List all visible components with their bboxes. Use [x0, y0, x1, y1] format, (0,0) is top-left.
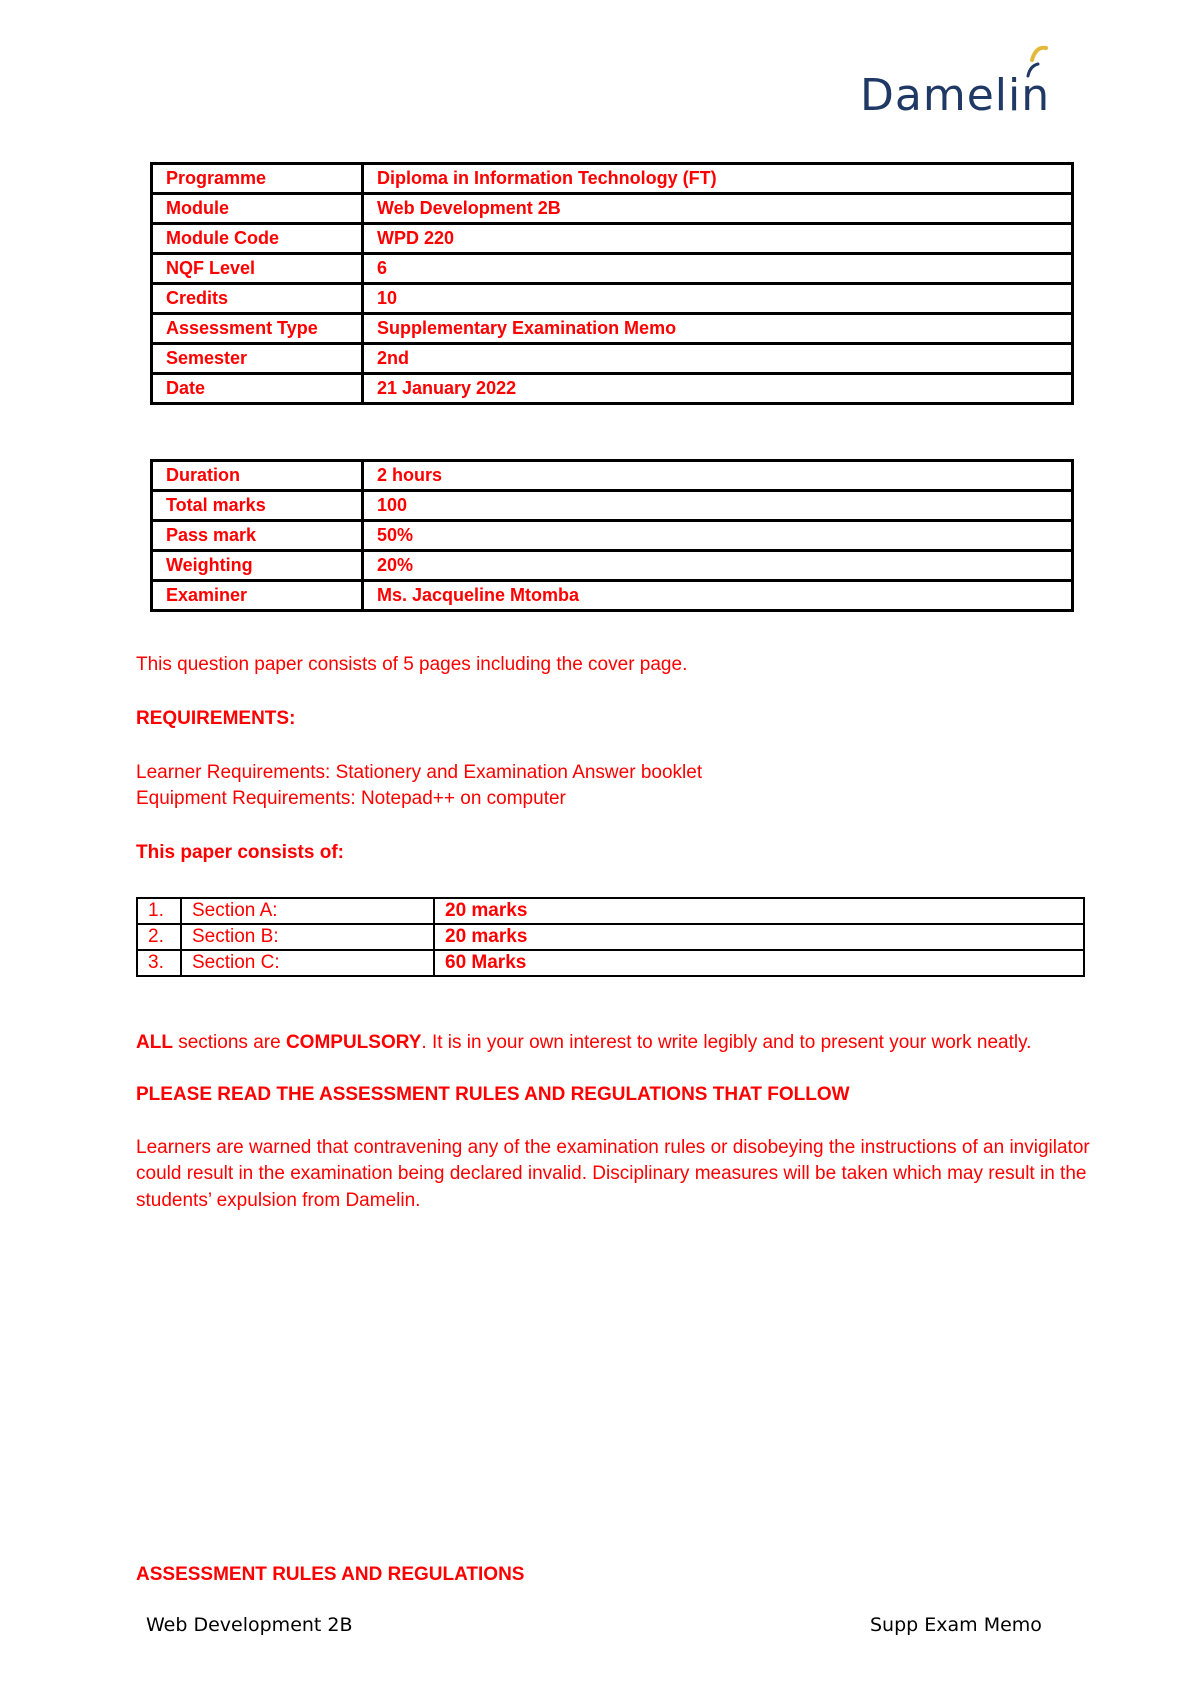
row-value: 21 January 2022 [363, 374, 1073, 404]
section-marks: 60 Marks [434, 950, 1084, 976]
table-row [152, 374, 1073, 404]
table-row [152, 581, 1073, 611]
section-name: Section A: [181, 898, 434, 924]
row-value: WPD 220 [363, 224, 1073, 254]
table-row [152, 284, 1073, 314]
rules-heading: ASSESSMENT RULES AND REGULATIONS [136, 1564, 525, 1585]
table-row [137, 950, 1084, 976]
row-value: Diploma in Information Technology (FT) [363, 164, 1073, 194]
pages-note: This question paper consists of 5 pages including the cover page. [136, 654, 688, 675]
row-label: Examiner [152, 581, 363, 611]
all-label: ALL [136, 1032, 173, 1053]
compulsory-note [136, 1032, 1031, 1054]
requirements-heading: REQUIREMENTS: [136, 708, 296, 729]
table-row [137, 898, 1084, 924]
compulsory-text-1: sections are [172, 1032, 286, 1053]
table-row [152, 194, 1073, 224]
consists-heading: This paper consists of: [136, 842, 344, 863]
row-label: Programme [152, 164, 363, 194]
row-value: Ms. Jacqueline Mtomba [363, 581, 1073, 611]
footer-left: Web Development 2B [146, 1614, 353, 1636]
row-label: Semester [152, 344, 363, 374]
table-row [152, 254, 1073, 284]
row-label: Assessment Type [152, 314, 363, 344]
section-number: 2. [137, 924, 181, 950]
table-row [152, 314, 1073, 344]
row-label: Pass mark [152, 521, 363, 551]
row-label: Total marks [152, 491, 363, 521]
table-row [152, 551, 1073, 581]
section-name: Section B: [181, 924, 434, 950]
section-number: 3. [137, 950, 181, 976]
sections-table [136, 897, 1085, 977]
row-value: 2 hours [363, 461, 1073, 491]
row-value: Supplementary Examination Memo [363, 314, 1073, 344]
row-value: 20% [363, 551, 1073, 581]
learner-requirements: Learner Requirements: Stationery and Examination Answer booklet [136, 762, 703, 783]
table-row [152, 461, 1073, 491]
section-number: 1. [137, 898, 181, 924]
warning-line-2: could result in the examination being declared invalid. Disciplinary measures will be taken which may result in the [136, 1163, 1087, 1184]
programme-info-table [150, 162, 1074, 405]
table-row [152, 224, 1073, 254]
section-name: Section C: [181, 950, 434, 976]
row-value: 50% [363, 521, 1073, 551]
row-value: Web Development 2B [363, 194, 1073, 224]
read-rules-heading: PLEASE READ THE ASSESSMENT RULES AND REGULATIONS THAT FOLLOW [136, 1084, 850, 1105]
compulsory-text-2: . It is in your own interest to write legibly and to present your work neatly. [421, 1032, 1032, 1053]
table-row [152, 491, 1073, 521]
table-row [152, 521, 1073, 551]
row-value: 2nd [363, 344, 1073, 374]
table-row [152, 344, 1073, 374]
equipment-requirements: Equipment Requirements: Notepad++ on computer [136, 788, 566, 809]
row-value: 10 [363, 284, 1073, 314]
row-label: Duration [152, 461, 363, 491]
table-row [137, 924, 1084, 950]
table-row [152, 164, 1073, 194]
row-label: Date [152, 374, 363, 404]
section-marks: 20 marks [434, 898, 1084, 924]
row-label: Module Code [152, 224, 363, 254]
footer-right: Supp Exam Memo [870, 1614, 1042, 1636]
row-value: 100 [363, 491, 1073, 521]
warning-line-1: Learners are warned that contravening any of the examination rules or disobeying the instructions of an invigilator [136, 1137, 1090, 1158]
row-label: Credits [152, 284, 363, 314]
warning-line-3: students’ expulsion from Damelin. [136, 1190, 421, 1211]
logo-text: Damelin [860, 70, 1051, 121]
row-value: 6 [363, 254, 1073, 284]
section-marks: 20 marks [434, 924, 1084, 950]
row-label: NQF Level [152, 254, 363, 284]
assessment-details-table [150, 459, 1074, 612]
damelin-logo [860, 40, 1100, 120]
row-label: Module [152, 194, 363, 224]
row-label: Weighting [152, 551, 363, 581]
compulsory-label: COMPULSORY [285, 1032, 422, 1053]
